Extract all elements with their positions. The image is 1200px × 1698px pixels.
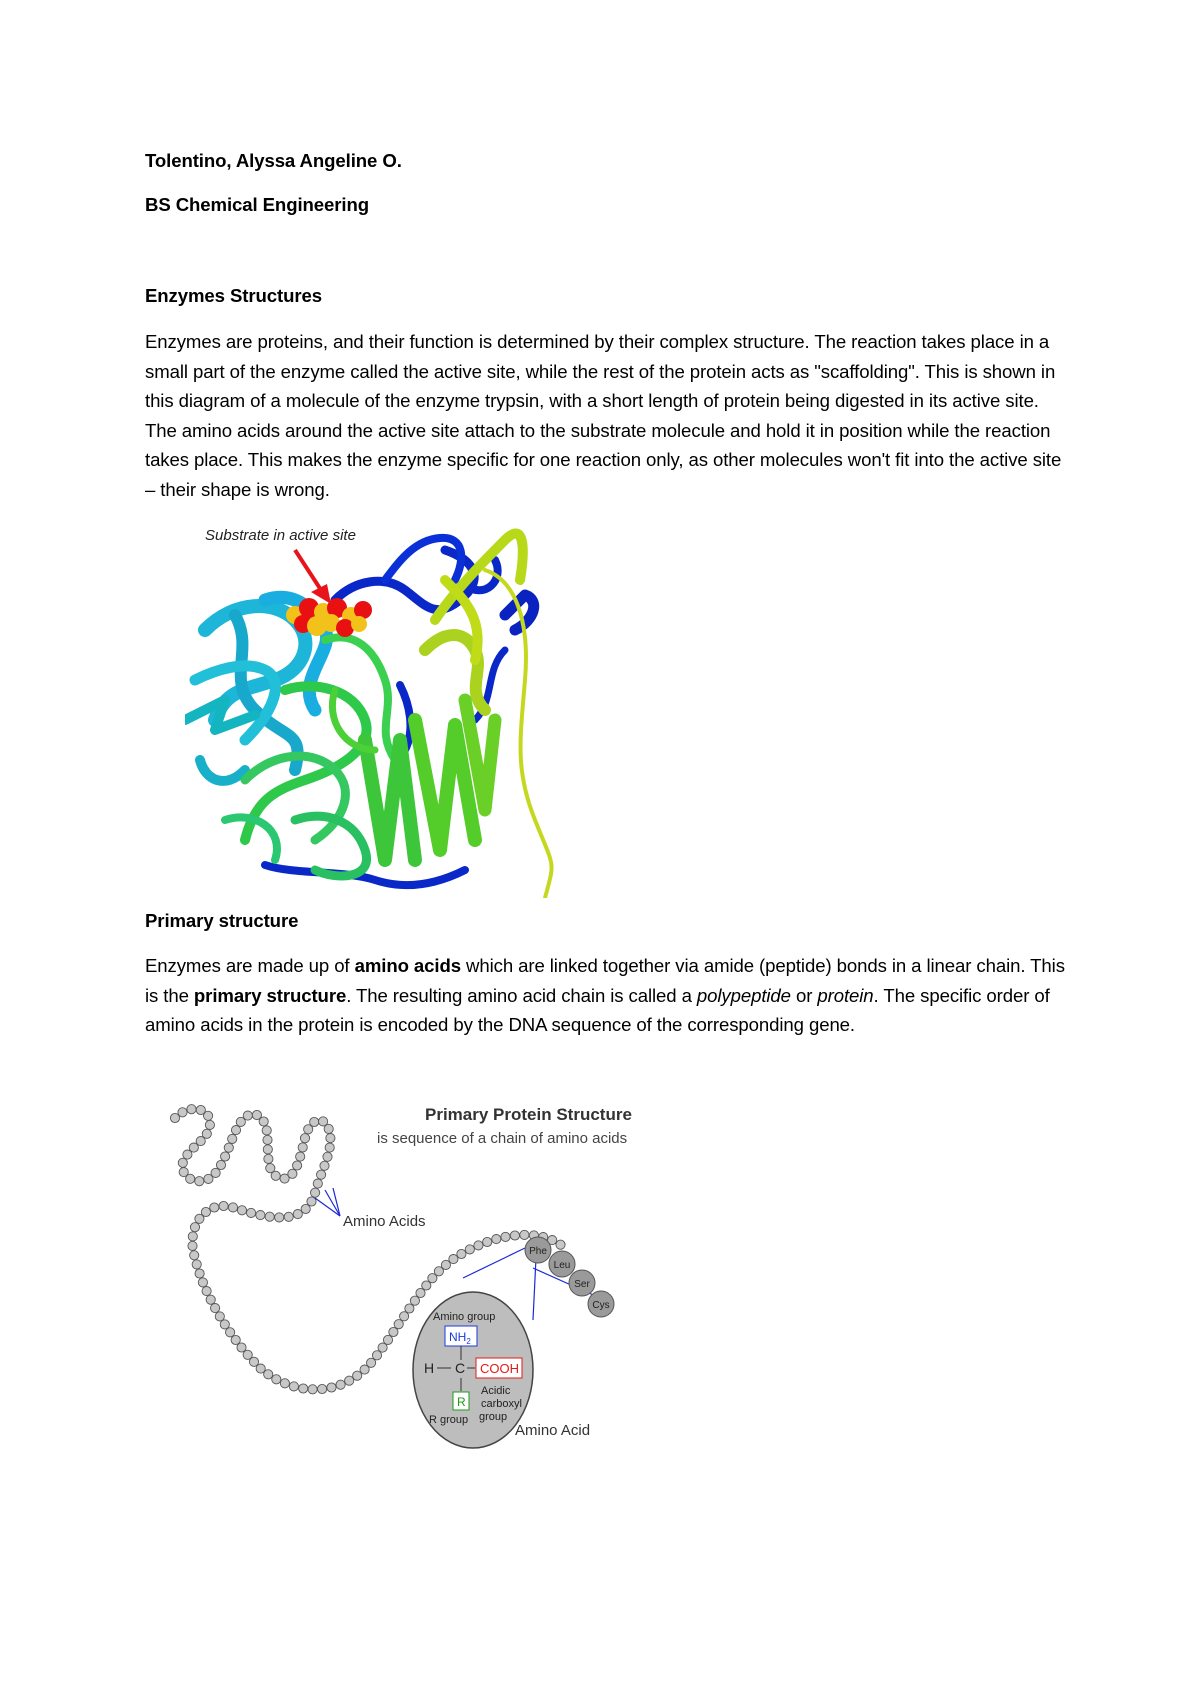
amino-acid-bead [202, 1287, 211, 1296]
figure2-subtitle: is sequence of a chain of amino acids [377, 1130, 628, 1147]
group-label: group [479, 1411, 508, 1423]
amino-acid-bead [449, 1255, 458, 1264]
nh2-label: $NH_2$ [449, 1330, 471, 1346]
amino-acid-bead [556, 1240, 565, 1249]
residue-label: Ser [574, 1279, 590, 1290]
amino-acid-bead [228, 1134, 237, 1143]
amino-acid-bead [298, 1143, 307, 1152]
acidic-label: Acidic [481, 1385, 511, 1397]
amino-acid-label: Amino Acid [515, 1422, 591, 1439]
c-atom-label: C [455, 1360, 466, 1376]
amino-acid-bead [183, 1150, 192, 1159]
amino-acid-bead [195, 1214, 204, 1223]
amino-acid-bead [264, 1370, 273, 1379]
amino-acid-bead [383, 1335, 392, 1344]
residue-label: Leu [553, 1260, 571, 1271]
cooh-label: COOH [480, 1361, 519, 1376]
trypsin-ribbon-figure [185, 520, 575, 898]
section-heading-primary-structure: Primary structure [145, 910, 299, 931]
amino-acid-bead [216, 1160, 225, 1169]
bold-term-primary-structure: primary structure [193, 984, 347, 1006]
amino-acid-bead [410, 1296, 419, 1305]
amino-acid-bead [224, 1143, 233, 1152]
amino-acid-bead [311, 1188, 320, 1197]
amino-acid-bead [243, 1111, 252, 1120]
amino-acid-bead [271, 1171, 280, 1180]
amino-acid-bead [219, 1201, 228, 1210]
amino-acid-bead [323, 1152, 332, 1161]
amino-acid-bead [247, 1208, 256, 1217]
amino-acid-bead [310, 1117, 319, 1126]
amino-acid-bead [457, 1249, 466, 1258]
amino-acid-bead [501, 1232, 510, 1241]
amino-acid-bead [313, 1179, 322, 1188]
r-group-label: R group [429, 1414, 469, 1426]
amino-acid-bead [280, 1379, 289, 1388]
amino-acid-bead [483, 1237, 492, 1246]
amino-acid-bead [293, 1210, 302, 1219]
amino-acid-bead [215, 1312, 224, 1321]
text-run: . The specific order of amino acids in the protein is encoded by the DNA sequence of the corresponding gene. [145, 984, 1050, 1035]
amino-acid-bead [300, 1134, 309, 1143]
amino-acid-bead [205, 1120, 214, 1129]
amino-acid-bead [353, 1371, 362, 1380]
amino-acid-bead [394, 1320, 403, 1329]
carboxyl-label: carboxyl [481, 1398, 522, 1410]
amino-acid-bead [204, 1111, 213, 1120]
amino-acid-bead [192, 1260, 201, 1269]
text-run: . The resulting amino acid chain is called a [346, 984, 697, 1006]
amino-acid-bead [284, 1212, 293, 1221]
amino-acid-bead [220, 1320, 229, 1329]
amino-acid-bead [324, 1124, 333, 1133]
amino-acid-bead [308, 1385, 317, 1394]
amino-acid-bead [198, 1278, 207, 1287]
h-atom-label: H [424, 1360, 435, 1376]
amino-acid-bead [178, 1108, 187, 1117]
amino-acid-bead [372, 1351, 381, 1360]
amino-acid-bead [195, 1269, 204, 1278]
amino-acid-bead [190, 1251, 199, 1260]
paragraph-enzymes-structures: Enzymes are proteins, and their function is determined by their complex structure. The reaction takes place in a small part of the enzyme called the active site, while the rest of the protein acts as "scaffolding". This is shown in this diagram of a molecule of the enzyme trypsin, with a short length of protein being digested in its active site. The amino acids around the active site attach to the substrate molecule and hold it in position while the reaction takes place. This makes the enzyme specific for one reaction only, as other molecules won't fit into the active site – their shape is wrong. [145, 331, 1062, 500]
amino-acid-bead [178, 1158, 187, 1167]
amino-acid-bead [296, 1152, 305, 1161]
amino-acid-bead [320, 1161, 329, 1170]
amino-acid-bead [345, 1376, 354, 1385]
amino-acid-bead [190, 1223, 199, 1232]
amino-acid-bead [237, 1343, 246, 1352]
figure1-caption: Substrate in active site [205, 527, 356, 544]
blue-ribbon [265, 538, 534, 885]
text-run: which are linked together via amide (peptide) bonds in a linear chain. This is the [145, 955, 1065, 1006]
amino-acid-bead [293, 1161, 302, 1170]
author-name: Tolentino, Alyssa Angeline O. [145, 150, 402, 171]
amino-group-label: Amino group [433, 1311, 496, 1323]
amino-acid-bead [211, 1304, 220, 1313]
amino-acid-bead [288, 1169, 297, 1178]
amino-acid-bead [317, 1170, 326, 1179]
amino-acid-bead [336, 1380, 345, 1389]
amino-acid-bead [231, 1126, 240, 1135]
amino-acid-bead [492, 1235, 501, 1244]
amino-acid-bead [221, 1152, 230, 1161]
text-run: Enzymes are made up of [145, 955, 355, 976]
amino-acid-bead [265, 1212, 274, 1221]
amino-acid-bead [226, 1328, 235, 1337]
amino-acid-bead [188, 1241, 197, 1250]
amino-acid-bead [510, 1231, 519, 1240]
amino-acid-bead [325, 1143, 334, 1152]
amino-acid-bead [299, 1384, 308, 1393]
amino-acid-bead [262, 1126, 271, 1135]
amino-acid-bead [289, 1382, 298, 1391]
amino-acid-bead [228, 1203, 237, 1212]
amino-acid-bead [275, 1213, 284, 1222]
amino-acid-bead [474, 1241, 483, 1250]
italic-term-protein: protein [817, 984, 874, 1006]
amino-acid-bead [186, 1174, 195, 1183]
program-name: BS Chemical Engineering [145, 194, 369, 215]
amino-acid-bead [256, 1211, 265, 1220]
amino-acid-bead [272, 1375, 281, 1384]
residue-label: Cys [592, 1300, 610, 1311]
amino-acid-bead [405, 1304, 414, 1313]
amino-acid-bead [264, 1154, 273, 1163]
primary-protein-structure-figure [155, 1098, 665, 1473]
r-label: R [457, 1395, 466, 1409]
amino-acid-bead [206, 1295, 215, 1304]
italic-term-polypeptide: polypeptide [696, 984, 791, 1006]
amino-acid-bead [211, 1168, 220, 1177]
amino-acid-bead [237, 1206, 246, 1215]
figure2-title: Primary Protein Structure [425, 1105, 632, 1124]
amino-acid-bead [465, 1245, 474, 1254]
amino-acid-bead [259, 1117, 268, 1126]
amino-acid-bead [187, 1105, 196, 1114]
residue-label: Phe [529, 1246, 547, 1257]
amino-acid-bead [327, 1383, 336, 1392]
amino-acid-bead [326, 1134, 335, 1143]
section-heading-enzymes-structures: Enzymes Structures [145, 285, 322, 306]
amino-acid-bead [520, 1230, 529, 1239]
bold-term-amino-acids: amino acids [354, 955, 461, 976]
paragraph-primary-structure [145, 951, 1075, 1040]
amino-acid-bead [318, 1384, 327, 1393]
text-run: or [790, 984, 818, 1006]
amino-acid-bead [188, 1232, 197, 1241]
amino-acid-bead [263, 1145, 272, 1154]
amino-acid-bead [210, 1203, 219, 1212]
amino-acid-bead [263, 1135, 272, 1144]
amino-acids-label: Amino Acids [343, 1213, 426, 1230]
amino-acid-bead [195, 1177, 204, 1186]
